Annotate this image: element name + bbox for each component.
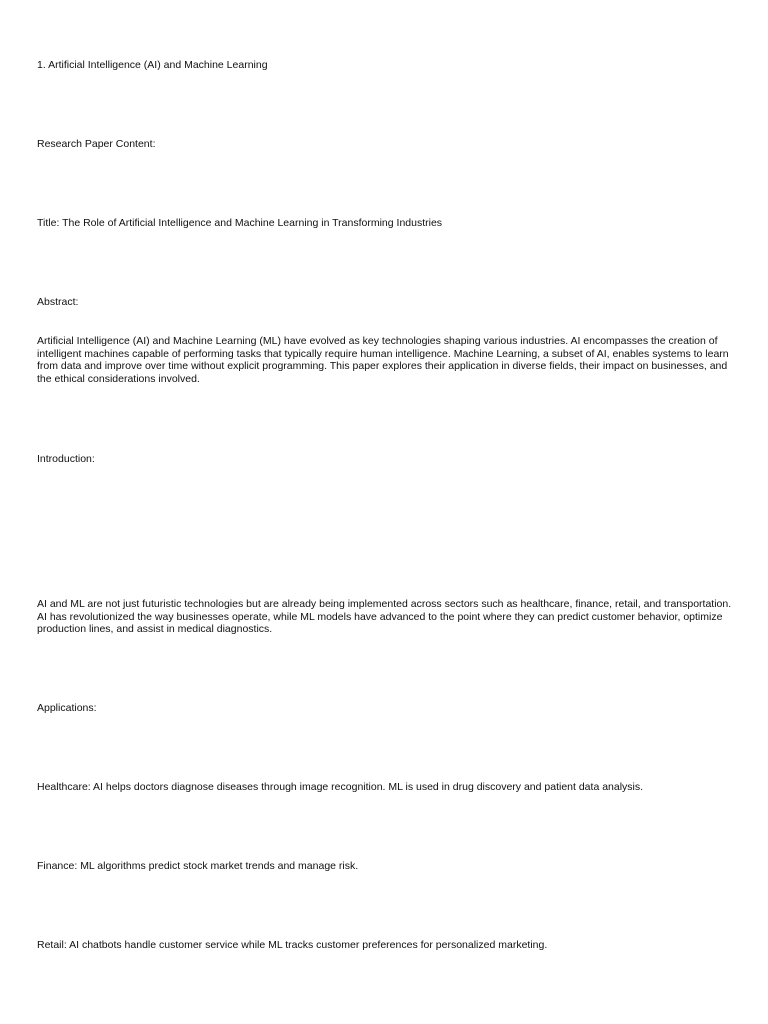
applications-label: Applications: bbox=[37, 702, 97, 714]
application-item-retail: Retail: AI chatbots handle customer service while ML tracks customer preferences for personalized marketing. bbox=[37, 939, 548, 951]
abstract-text: Artificial Intelligence (AI) and Machine Learning (ML) have evolved as key technologies shaping various industries. AI encompasses the creation of intelligent machines capable of performing tasks that typically require human intelligence. Machine Learning, a subset of AI, enables systems to learn from data and improve over time without explicit programming. This paper explores their application in diverse fields, their impact on businesses, and the ethical considerations involved. bbox=[37, 335, 729, 385]
application-item-finance: Finance: ML algorithms predict stock market trends and manage risk. bbox=[37, 860, 359, 872]
abstract-label: Abstract: bbox=[37, 296, 79, 308]
content-label: Research Paper Content: bbox=[37, 138, 156, 150]
application-item-healthcare: Healthcare: AI helps doctors diagnose diseases through image recognition. ML is used in drug discovery and patient data analysis. bbox=[37, 781, 644, 793]
introduction-label: Introduction: bbox=[37, 453, 95, 465]
section-heading: 1. Artificial Intelligence (AI) and Machine Learning bbox=[37, 59, 268, 71]
introduction-text: AI and ML are not just futuristic technologies but are already being implemented across sectors such as healthcare, finance, retail, and transportation. AI has revolutionized the way businesses operate, while ML models have advanced to the point where they can predict customer behavior, optimize production lines, and assist in medical diagnostics. bbox=[37, 598, 732, 636]
paper-title: Title: The Role of Artificial Intelligence and Machine Learning in Transforming Industries bbox=[37, 217, 443, 229]
